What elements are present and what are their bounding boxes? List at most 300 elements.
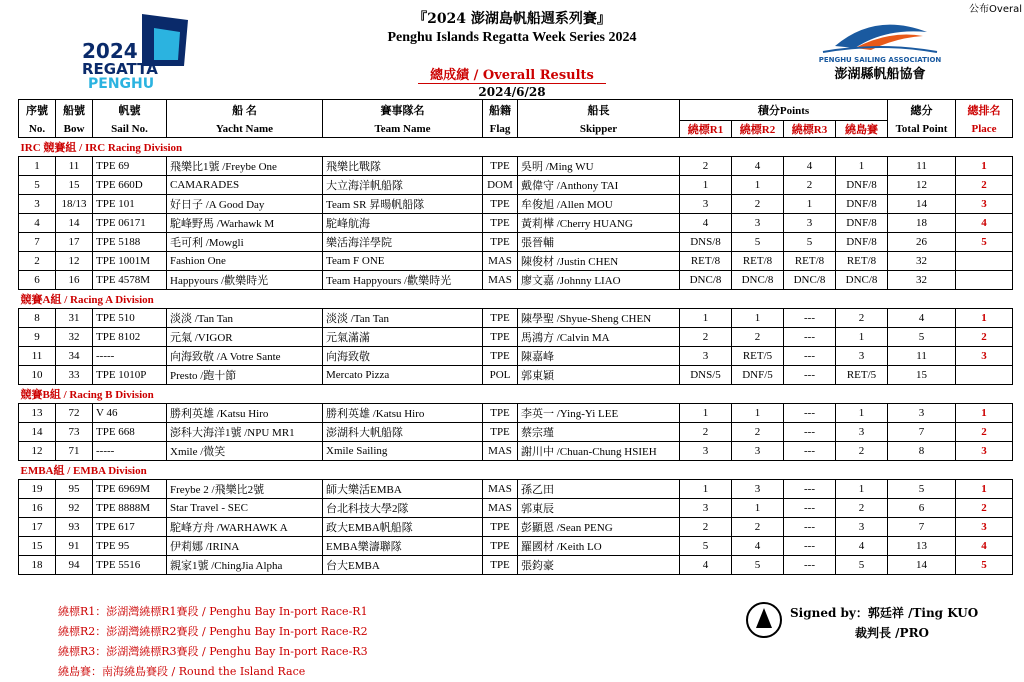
hdr-r2: 繞標R2	[732, 121, 784, 138]
corner-label: 公布Overal	[969, 4, 1022, 15]
cell-total: 14	[888, 195, 956, 214]
table-row	[19, 556, 1013, 575]
cell-island: 3	[836, 518, 888, 537]
hdr-sail-en: Sail No.	[93, 121, 167, 138]
table-row	[19, 404, 1013, 423]
cell-team: 駝峰航海	[323, 214, 483, 233]
cell-sail: TPE 5188	[93, 233, 167, 252]
cell-flag: TPE	[483, 309, 518, 328]
cell-skipper: 李英一 /Ying-Yi LEE	[518, 404, 680, 423]
cell-r2: 5	[732, 556, 784, 575]
cell-sail: TPE 660D	[93, 176, 167, 195]
cell-r3: 5	[784, 233, 836, 252]
cell-r2: DNC/8	[732, 271, 784, 290]
cell-no: 2	[19, 252, 56, 271]
cell-r1: 2	[680, 423, 732, 442]
cell-yacht: 駝峰方舟 /WARHAWK A	[167, 518, 323, 537]
cell-no: 7	[19, 233, 56, 252]
cell-skipper: 馬鴻方 /Calvin MA	[518, 328, 680, 347]
table-row	[19, 366, 1013, 385]
svg-text:PENGHU: PENGHU	[88, 76, 155, 88]
cell-island: 2	[836, 499, 888, 518]
cell-r2: RET/8	[732, 252, 784, 271]
cell-r3: ---	[784, 328, 836, 347]
cell-flag: TPE	[483, 233, 518, 252]
cell-place: 3	[956, 442, 1013, 461]
cell-skipper: 陳俊材 /Justin CHEN	[518, 252, 680, 271]
table-row	[19, 252, 1013, 271]
svg-text:2024: 2024	[82, 39, 138, 63]
cell-no: 9	[19, 328, 56, 347]
cell-flag: TPE	[483, 328, 518, 347]
cell-bow: 16	[56, 271, 93, 290]
cell-r2: DNF/5	[732, 366, 784, 385]
cell-place: 4	[956, 214, 1013, 233]
cell-total: 11	[888, 347, 956, 366]
division-name: 競賽A組 / Racing A Division	[19, 290, 1013, 309]
cell-r1: 2	[680, 157, 732, 176]
cell-place: 4	[956, 537, 1013, 556]
cell-r3: ---	[784, 309, 836, 328]
cell-r1: 2	[680, 518, 732, 537]
cell-bow: 33	[56, 366, 93, 385]
cell-sail: TPE 6969M	[93, 480, 167, 499]
cell-place: 5	[956, 233, 1013, 252]
footnote: 繞島賽：南海繞島賽段 / Round the Island Race	[58, 665, 306, 678]
cell-r1: 4	[680, 214, 732, 233]
cell-bow: 18/13	[56, 195, 93, 214]
cell-island: 5	[836, 556, 888, 575]
cell-r2: 2	[732, 328, 784, 347]
cell-skipper: 牟俊旭 /Allen MOU	[518, 195, 680, 214]
cell-yacht: 元氣 /VIGOR	[167, 328, 323, 347]
cell-no: 6	[19, 271, 56, 290]
cell-team: Team F ONE	[323, 252, 483, 271]
table-row	[19, 442, 1013, 461]
cell-no: 5	[19, 176, 56, 195]
cell-place	[956, 271, 1013, 290]
cell-island: DNF/8	[836, 195, 888, 214]
cell-yacht: 好日子 /A Good Day	[167, 195, 323, 214]
cell-no: 19	[19, 480, 56, 499]
cell-team: 師大樂活EMBA	[323, 480, 483, 499]
cell-flag: TPE	[483, 195, 518, 214]
cell-team: 淡淡 /Tan Tan	[323, 309, 483, 328]
cell-r1: 3	[680, 442, 732, 461]
hdr-skipper-en: Skipper	[518, 121, 680, 138]
cell-no: 18	[19, 556, 56, 575]
cell-sail: TPE 8888M	[93, 499, 167, 518]
hdr-island: 繞島賽	[836, 121, 888, 138]
hdr-no-cn: 序號	[19, 100, 56, 121]
cell-bow: 72	[56, 404, 93, 423]
svg-text:澎湖縣帆船協會: 澎湖縣帆船協會	[834, 67, 926, 82]
cell-skipper: 張鈞豪	[518, 556, 680, 575]
cell-r3: ---	[784, 518, 836, 537]
cell-r1: 1	[680, 480, 732, 499]
cell-island: RET/5	[836, 366, 888, 385]
cell-total: 32	[888, 271, 956, 290]
table-row	[19, 271, 1013, 290]
cell-yacht: 向海致敬 /A Votre Sante	[167, 347, 323, 366]
cell-yacht: 伊莉娜 /IRINA	[167, 537, 323, 556]
cell-island: 2	[836, 442, 888, 461]
cell-sail: -----	[93, 347, 167, 366]
cell-flag: MAS	[483, 442, 518, 461]
cell-island: 1	[836, 404, 888, 423]
cell-r1: 1	[680, 309, 732, 328]
cell-sail: TPE 668	[93, 423, 167, 442]
hdr-r3: 繞標R3	[784, 121, 836, 138]
cell-r1: DNS/8	[680, 233, 732, 252]
cell-bow: 12	[56, 252, 93, 271]
cell-place: 2	[956, 423, 1013, 442]
cell-skipper: 謝川中 /Chuan-Chung HSIEH	[518, 442, 680, 461]
cell-r2: 1	[732, 309, 784, 328]
cell-r1: DNS/5	[680, 366, 732, 385]
hdr-place-en: Place	[956, 121, 1013, 138]
table-row	[19, 328, 1013, 347]
cell-r1: 3	[680, 195, 732, 214]
hdr-skipper-cn: 船長	[518, 100, 680, 121]
cell-place: 1	[956, 309, 1013, 328]
cell-island: 3	[836, 423, 888, 442]
cell-r2: 2	[732, 423, 784, 442]
svg-text:REGATTA: REGATTA	[82, 60, 158, 78]
cell-total: 6	[888, 499, 956, 518]
results-table	[18, 99, 1013, 575]
table-row	[19, 157, 1013, 176]
hdr-bow-cn: 船號	[56, 100, 93, 121]
cell-place: 3	[956, 347, 1013, 366]
cell-bow: 91	[56, 537, 93, 556]
cell-r2: 3	[732, 442, 784, 461]
cell-sail: TPE 8102	[93, 328, 167, 347]
cell-bow: 94	[56, 556, 93, 575]
cell-bow: 71	[56, 442, 93, 461]
cell-r2: 1	[732, 499, 784, 518]
division-header	[19, 138, 1013, 157]
cell-island: 1	[836, 328, 888, 347]
hdr-total-cn: 總分	[888, 100, 956, 121]
cell-team: 台大EMBA	[323, 556, 483, 575]
title-en: Penghu Islands Regatta Week Series 2024	[387, 30, 637, 45]
cell-flag: TPE	[483, 537, 518, 556]
table-row	[19, 214, 1013, 233]
hdr-yacht-en: Yacht Name	[167, 121, 323, 138]
cell-no: 15	[19, 537, 56, 556]
hdr-points: 積分Points	[680, 100, 888, 121]
cell-r3: 3	[784, 214, 836, 233]
cell-yacht: CAMARADES	[167, 176, 323, 195]
cell-skipper: 陳嘉峰	[518, 347, 680, 366]
cell-bow: 73	[56, 423, 93, 442]
cell-team: 台北科技大學2隊	[323, 499, 483, 518]
cell-place: 3	[956, 195, 1013, 214]
division-name: EMBA組 / EMBA Division	[19, 461, 1013, 480]
cell-no: 14	[19, 423, 56, 442]
cell-no: 4	[19, 214, 56, 233]
table-row	[19, 518, 1013, 537]
cell-flag: TPE	[483, 556, 518, 575]
hdr-sail-cn: 帆號	[93, 100, 167, 121]
cell-no: 17	[19, 518, 56, 537]
cell-yacht: Happyours /歡樂時光	[167, 271, 323, 290]
cell-team: EMBA樂濤聯隊	[323, 537, 483, 556]
division-name: 競賽B組 / Racing B Division	[19, 385, 1013, 404]
cell-place: 2	[956, 176, 1013, 195]
cell-bow: 34	[56, 347, 93, 366]
cell-r1: DNC/8	[680, 271, 732, 290]
cell-r3: ---	[784, 404, 836, 423]
cell-sail: TPE 101	[93, 195, 167, 214]
division-header	[19, 385, 1013, 404]
cell-sail: TPE 4578M	[93, 271, 167, 290]
cell-team: 向海致敬	[323, 347, 483, 366]
cell-skipper: 孫乙田	[518, 480, 680, 499]
cell-total: 11	[888, 157, 956, 176]
cell-r2: 4	[732, 157, 784, 176]
cell-bow: 17	[56, 233, 93, 252]
cell-r3: DNC/8	[784, 271, 836, 290]
cell-total: 3	[888, 404, 956, 423]
cell-sail: V 46	[93, 404, 167, 423]
cell-yacht: 飛樂比1號 /Freybe One	[167, 157, 323, 176]
cell-r3: 1	[784, 195, 836, 214]
cell-total: 4	[888, 309, 956, 328]
table-row	[19, 499, 1013, 518]
cell-r3: ---	[784, 480, 836, 499]
hdr-flag-cn: 船籍	[483, 100, 518, 121]
cell-team: 大立海洋帆船隊	[323, 176, 483, 195]
table-row	[19, 537, 1013, 556]
cell-yacht: Fashion One	[167, 252, 323, 271]
cell-total: 7	[888, 423, 956, 442]
cell-flag: MAS	[483, 499, 518, 518]
cell-yacht: Presto /跑十節	[167, 366, 323, 385]
cell-skipper: 郭東穎	[518, 366, 680, 385]
footnote: 繞標R1：澎湖灣繞標R1賽段 / Penghu Bay In-port Race-R1	[58, 605, 368, 618]
cell-place: 2	[956, 499, 1013, 518]
cell-skipper: 蔡宗瑾	[518, 423, 680, 442]
cell-yacht: 駝峰野馬 /Warhawk M	[167, 214, 323, 233]
cell-r2: 4	[732, 537, 784, 556]
cell-r3: ---	[784, 537, 836, 556]
table-row	[19, 195, 1013, 214]
cell-place: 2	[956, 328, 1013, 347]
cell-total: 32	[888, 252, 956, 271]
cell-total: 8	[888, 442, 956, 461]
cell-r2: 3	[732, 480, 784, 499]
cell-r1: 1	[680, 176, 732, 195]
cell-total: 18	[888, 214, 956, 233]
division-name: IRC 競賽組 / IRC Racing Division	[19, 138, 1013, 157]
cell-flag: POL	[483, 366, 518, 385]
cell-r1: RET/8	[680, 252, 732, 271]
cell-r2: 5	[732, 233, 784, 252]
cell-yacht: 親家1號 /ChingJia Alpha	[167, 556, 323, 575]
cell-skipper: 張晉輔	[518, 233, 680, 252]
cell-yacht: Xmile /微笑	[167, 442, 323, 461]
cell-place	[956, 252, 1013, 271]
division-header	[19, 461, 1013, 480]
table-row	[19, 309, 1013, 328]
cell-r3: ---	[784, 423, 836, 442]
table-row	[19, 176, 1013, 195]
cell-r1: 3	[680, 499, 732, 518]
cell-no: 13	[19, 404, 56, 423]
cell-flag: TPE	[483, 423, 518, 442]
cell-flag: MAS	[483, 271, 518, 290]
signed-by: Signed by：郭廷祥 /Ting KUO	[790, 606, 979, 620]
cell-bow: 32	[56, 328, 93, 347]
cell-place: 1	[956, 404, 1013, 423]
cell-r2: 3	[732, 214, 784, 233]
cell-skipper: 黃莉樺 /Cherry HUANG	[518, 214, 680, 233]
cell-island: 2	[836, 309, 888, 328]
cell-island: 3	[836, 347, 888, 366]
results-title: 總成績 / Overall Results	[0, 64, 1024, 83]
hdr-bow-en: Bow	[56, 121, 93, 138]
cell-r1: 1	[680, 404, 732, 423]
cell-team: Team Happyours /歡樂時光	[323, 271, 483, 290]
cell-sail: TPE 95	[93, 537, 167, 556]
cell-r1: 5	[680, 537, 732, 556]
table-row	[19, 423, 1013, 442]
cell-flag: MAS	[483, 480, 518, 499]
cell-place: 3	[956, 518, 1013, 537]
hdr-team-cn: 賽事隊名	[323, 100, 483, 121]
cell-r1: 3	[680, 347, 732, 366]
title-cn: 『2024 澎湖島帆船週系列賽』	[413, 11, 611, 27]
cell-r1: 2	[680, 328, 732, 347]
cell-bow: 11	[56, 157, 93, 176]
cell-team: 勝利英雄 /Katsu Hiro	[323, 404, 483, 423]
hdr-flag-en: Flag	[483, 121, 518, 138]
cell-r2: 2	[732, 195, 784, 214]
cell-sail: TPE 69	[93, 157, 167, 176]
cell-team: Team SR 昇暘帆船隊	[323, 195, 483, 214]
cell-total: 7	[888, 518, 956, 537]
cell-r3: 4	[784, 157, 836, 176]
cell-island: DNF/8	[836, 233, 888, 252]
cell-yacht: Freybe 2 /飛樂比2號	[167, 480, 323, 499]
cell-yacht: 毛可利 /Mowgli	[167, 233, 323, 252]
cell-team: 樂活海洋學院	[323, 233, 483, 252]
svg-text:PENGHU SAILING ASSOCIATION: PENGHU SAILING ASSOCIATION	[818, 56, 942, 64]
cell-flag: DOM	[483, 176, 518, 195]
cell-yacht: 澎科大海洋1號 /NPU MR1	[167, 423, 323, 442]
cell-place: 1	[956, 157, 1013, 176]
cell-no: 12	[19, 442, 56, 461]
cell-sail: TPE 617	[93, 518, 167, 537]
cell-r1: 4	[680, 556, 732, 575]
cell-r2: 2	[732, 518, 784, 537]
judge-title: 裁判長 /PRO	[855, 626, 930, 640]
cell-team: 飛樂比戰隊	[323, 157, 483, 176]
cell-flag: MAS	[483, 252, 518, 271]
cell-bow: 92	[56, 499, 93, 518]
cell-r3: ---	[784, 366, 836, 385]
cell-island: RET/8	[836, 252, 888, 271]
cell-no: 8	[19, 309, 56, 328]
hdr-yacht-cn: 船 名	[167, 100, 323, 121]
cell-island: DNF/8	[836, 214, 888, 233]
cell-island: DNC/8	[836, 271, 888, 290]
cell-no: 16	[19, 499, 56, 518]
cell-place: 1	[956, 480, 1013, 499]
cell-r2: 1	[732, 404, 784, 423]
cell-island: 1	[836, 480, 888, 499]
hdr-team-en: Team Name	[323, 121, 483, 138]
footnote: 繞標R3：澎湖灣繞標R3賽段 / Penghu Bay In-port Race-R3	[58, 645, 368, 658]
cell-skipper: 羅國材 /Keith LO	[518, 537, 680, 556]
cell-no: 3	[19, 195, 56, 214]
cell-skipper: 吳明 /Ming WU	[518, 157, 680, 176]
cell-r2: RET/5	[732, 347, 784, 366]
division-header	[19, 290, 1013, 309]
cell-bow: 95	[56, 480, 93, 499]
cell-island: DNF/8	[836, 176, 888, 195]
cell-skipper: 戴偉守 /Anthony TAI	[518, 176, 680, 195]
cell-total: 5	[888, 480, 956, 499]
cell-flag: TPE	[483, 404, 518, 423]
cell-sail: TPE 5516	[93, 556, 167, 575]
cell-sail: -----	[93, 442, 167, 461]
cell-island: 4	[836, 537, 888, 556]
cell-total: 12	[888, 176, 956, 195]
cell-sail: TPE 1001M	[93, 252, 167, 271]
cell-yacht: Star Travel - SEC	[167, 499, 323, 518]
cell-yacht: 勝利英雄 /Katsu Hiro	[167, 404, 323, 423]
cell-team: Xmile Sailing	[323, 442, 483, 461]
date: 2024/6/28	[478, 85, 546, 99]
cell-flag: TPE	[483, 214, 518, 233]
cell-team: 元氣滿滿	[323, 328, 483, 347]
cell-team: Mercato Pizza	[323, 366, 483, 385]
cell-flag: TPE	[483, 347, 518, 366]
cell-bow: 14	[56, 214, 93, 233]
cell-bow: 31	[56, 309, 93, 328]
cell-r2: 1	[732, 176, 784, 195]
cell-no: 10	[19, 366, 56, 385]
cell-no: 1	[19, 157, 56, 176]
cell-sail: TPE 510	[93, 309, 167, 328]
table-row	[19, 347, 1013, 366]
cell-total: 13	[888, 537, 956, 556]
cell-place: 5	[956, 556, 1013, 575]
cell-bow: 93	[56, 518, 93, 537]
cell-r3: ---	[784, 499, 836, 518]
cell-r3: RET/8	[784, 252, 836, 271]
cell-skipper: 廖文嘉 /Johnny LIAO	[518, 271, 680, 290]
cell-team: 政大EMBA帆船隊	[323, 518, 483, 537]
cell-island: 1	[836, 157, 888, 176]
cell-sail: TPE 06171	[93, 214, 167, 233]
cell-team: 澎湖科大帆船隊	[323, 423, 483, 442]
cell-total: 26	[888, 233, 956, 252]
hdr-place-cn: 總排名	[956, 100, 1013, 121]
cell-skipper: 彭顯恩 /Sean PENG	[518, 518, 680, 537]
cell-r3: ---	[784, 556, 836, 575]
cell-r3: 2	[784, 176, 836, 195]
table-row	[19, 480, 1013, 499]
cell-total: 15	[888, 366, 956, 385]
cell-r3: ---	[784, 442, 836, 461]
cell-r3: ---	[784, 347, 836, 366]
footnote: 繞標R2：澎湖灣繞標R2賽段 / Penghu Bay In-port Race-R2	[58, 625, 368, 638]
cell-total: 5	[888, 328, 956, 347]
